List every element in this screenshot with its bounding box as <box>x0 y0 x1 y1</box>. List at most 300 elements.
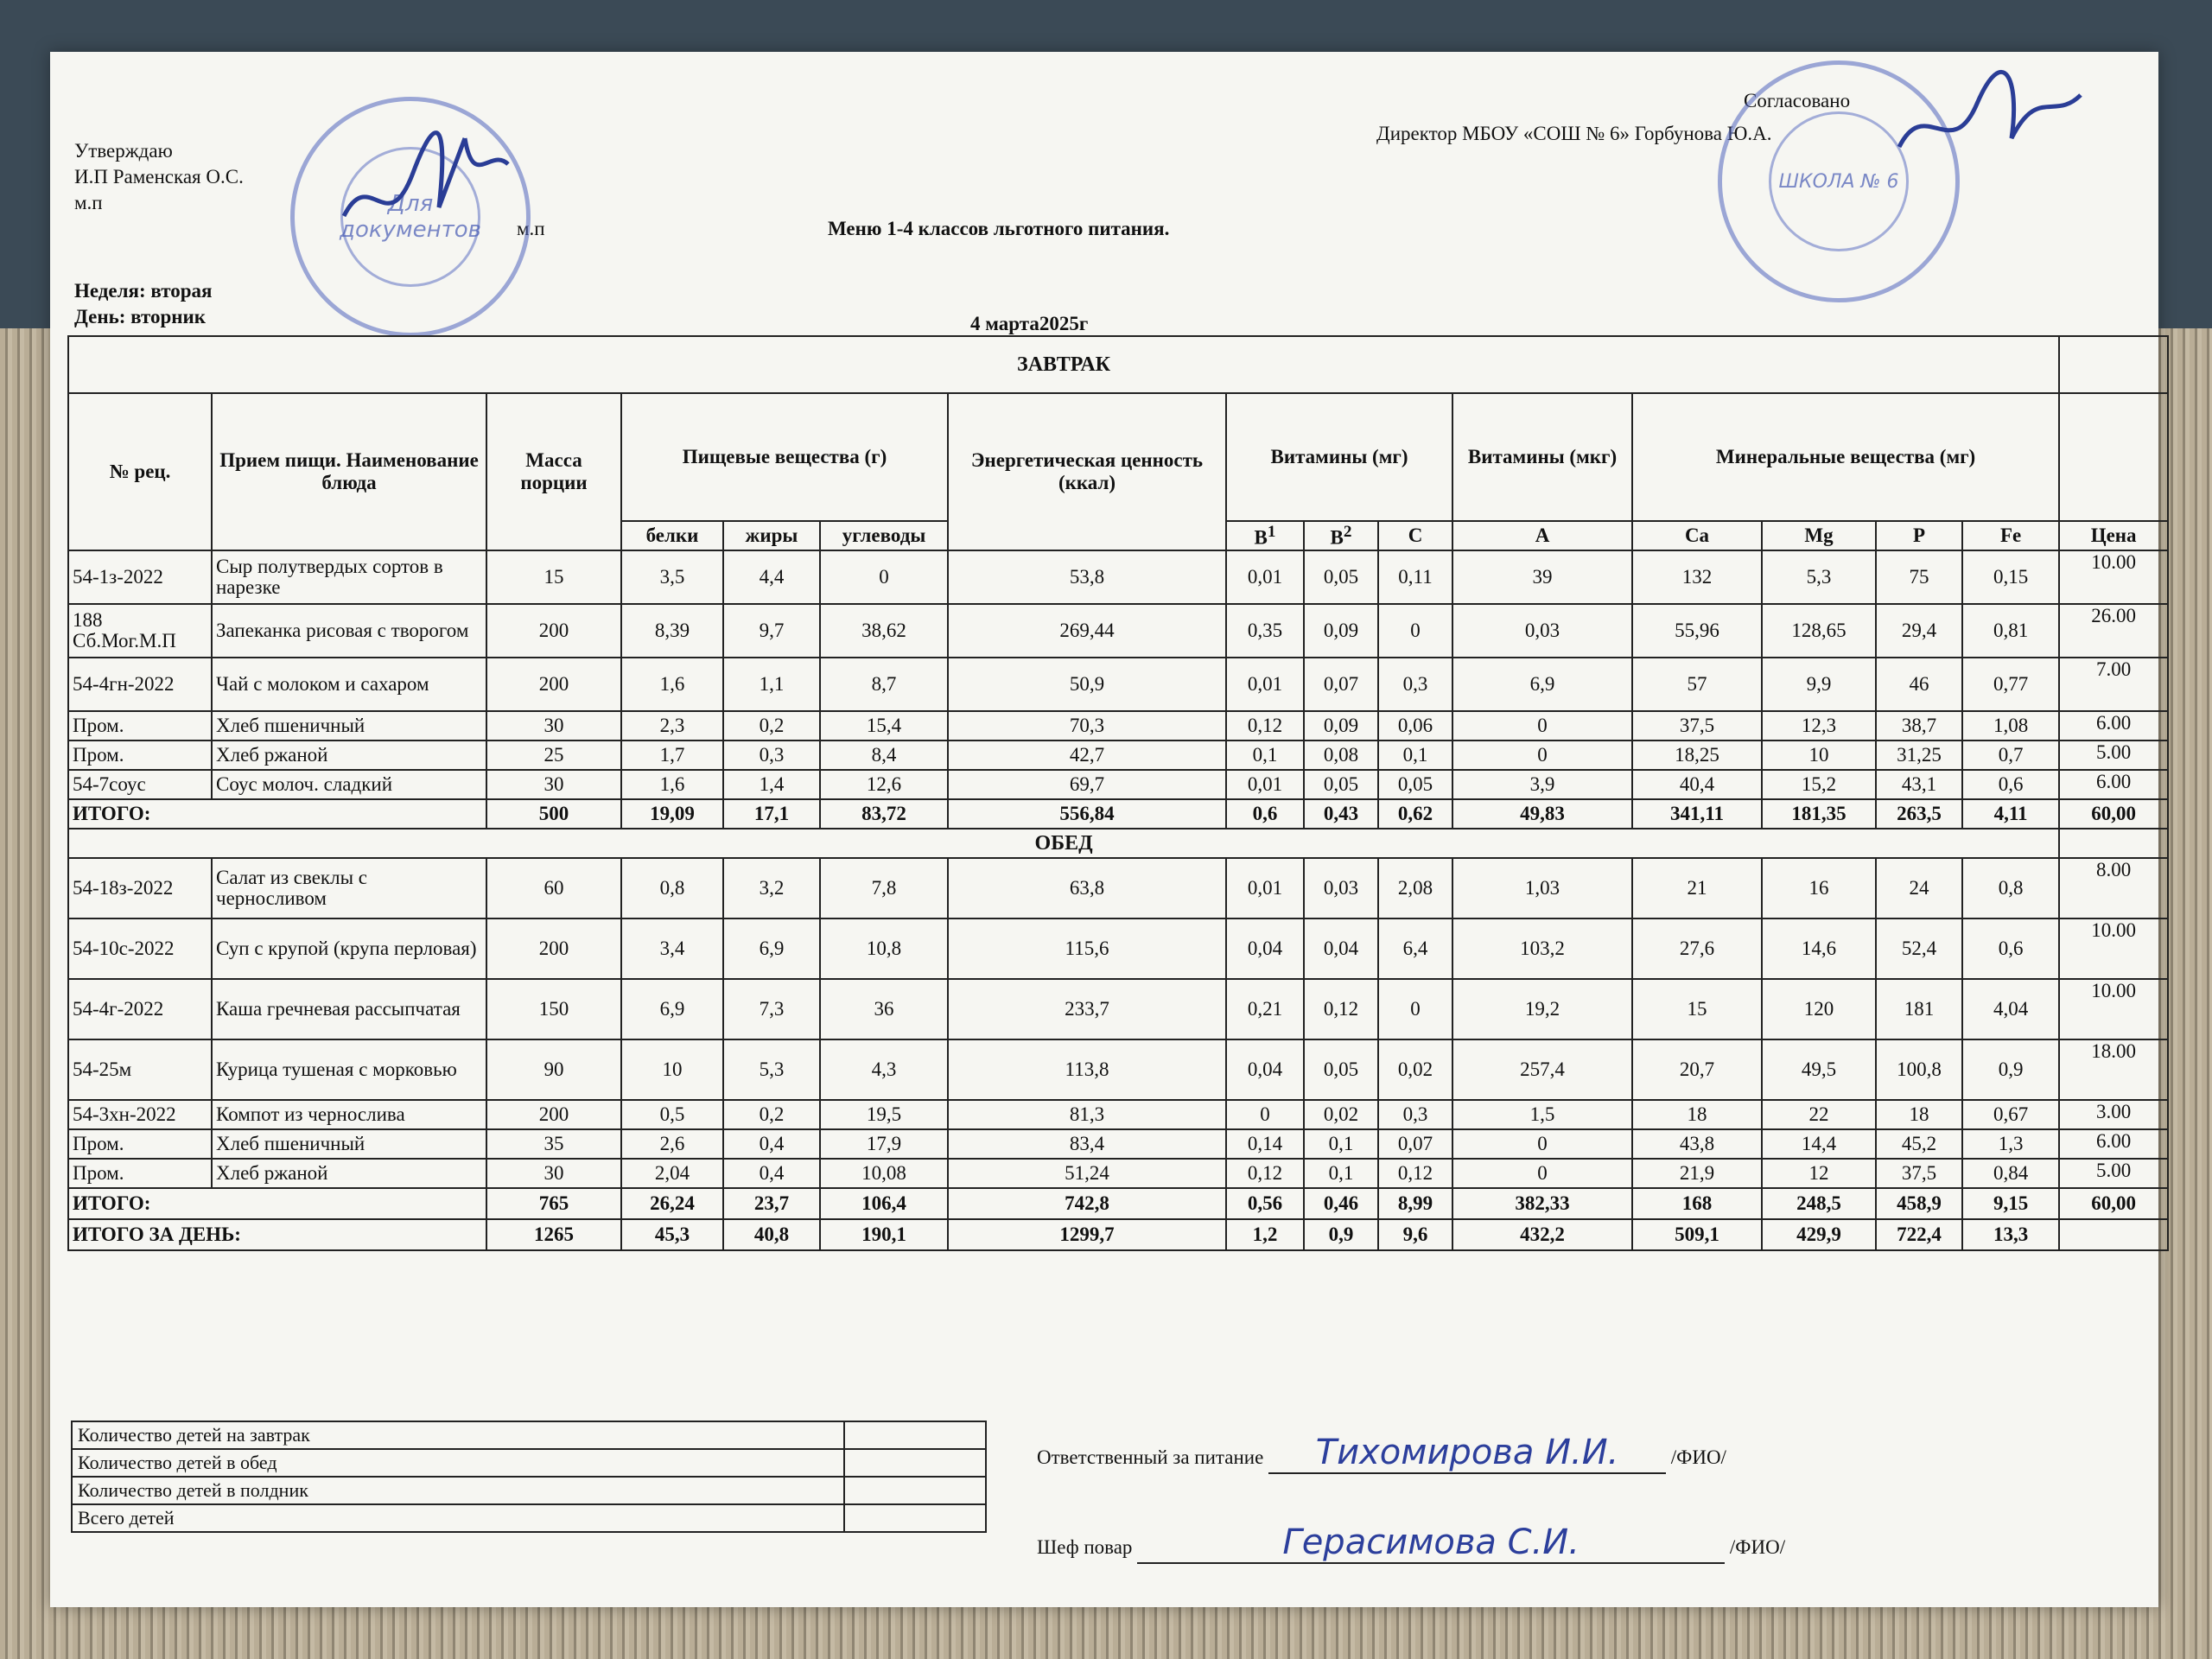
cell-c: 19,5 <box>820 1100 948 1129</box>
total-p: 45,3 <box>621 1219 723 1250</box>
count-row <box>72 1421 986 1449</box>
cell-b1: 0,01 <box>1226 770 1304 799</box>
total-b1: 1,2 <box>1226 1219 1304 1250</box>
cell-c: 36 <box>820 979 948 1039</box>
table-row <box>68 1129 2168 1159</box>
total-b2: 0,46 <box>1304 1188 1378 1219</box>
total-price: 60,00 <box>2059 1188 2168 1219</box>
director-line: Директор МБОУ «СОШ № 6» Горбунова Ю.А. <box>1376 123 1772 144</box>
cell-f: 7,3 <box>723 979 820 1039</box>
cell-c: 17,9 <box>820 1129 948 1159</box>
table-row <box>68 1039 2168 1100</box>
cell-ca: 55,96 <box>1632 604 1762 658</box>
total-fe: 9,15 <box>1962 1188 2059 1219</box>
count-value[interactable] <box>844 1449 986 1477</box>
dish-name: Салат из свеклы с черносливом <box>212 858 486 918</box>
cell-c: 4,3 <box>820 1039 948 1100</box>
recipe-code: Пром. <box>68 711 212 741</box>
cell-c: 10,08 <box>820 1159 948 1188</box>
cell-price: 3.00 <box>2059 1100 2168 1129</box>
cell-kcal: 115,6 <box>948 918 1226 979</box>
cell-ca: 18,25 <box>1632 741 1762 770</box>
cell-mass: 200 <box>486 604 621 658</box>
cell-va: 0 <box>1452 1129 1632 1159</box>
count-row <box>72 1504 986 1532</box>
cell-c: 15,4 <box>820 711 948 741</box>
dish-name: Хлеб пшеничный <box>212 1129 486 1159</box>
total-mg: 181,35 <box>1762 799 1876 829</box>
total-mg: 429,9 <box>1762 1219 1876 1250</box>
mp-right: м.п <box>517 218 545 239</box>
cell-ph: 75 <box>1876 550 1962 604</box>
cell-fe: 0,8 <box>1962 858 2059 918</box>
count-label: Всего детей <box>72 1504 844 1532</box>
header-b2: $B^2$ <box>1304 521 1378 550</box>
cell-b1: 0,1 <box>1226 741 1304 770</box>
total-label: ИТОГО ЗА ДЕНЬ: <box>68 1219 486 1250</box>
cell-ph: 31,25 <box>1876 741 1962 770</box>
cell-price: 18.00 <box>2059 1039 2168 1100</box>
total-f: 40,8 <box>723 1219 820 1250</box>
cell-f: 0,3 <box>723 741 820 770</box>
table-row <box>68 741 2168 770</box>
dish-name: Суп с крупой (крупа перловая) <box>212 918 486 979</box>
cell-ca: 18 <box>1632 1100 1762 1129</box>
total-b1: 0,56 <box>1226 1188 1304 1219</box>
chef-fio: /ФИО/ <box>1729 1536 1786 1558</box>
table-row <box>68 979 2168 1039</box>
cell-mass: 30 <box>486 1159 621 1188</box>
approve-name: И.П Раменская О.С. <box>74 166 244 188</box>
total-kcal: 742,8 <box>948 1188 1226 1219</box>
cell-kcal: 83,4 <box>948 1129 1226 1159</box>
total-price <box>2059 1219 2168 1250</box>
cell-mass: 90 <box>486 1039 621 1100</box>
total-va: 382,33 <box>1452 1188 1632 1219</box>
total-row <box>68 799 2168 829</box>
cell-fe: 0,67 <box>1962 1100 2059 1129</box>
cell-b1: 0,01 <box>1226 858 1304 918</box>
cell-mg: 12,3 <box>1762 711 1876 741</box>
total-kcal: 556,84 <box>948 799 1226 829</box>
total-p: 19,09 <box>621 799 723 829</box>
total-mass: 765 <box>486 1188 621 1219</box>
recipe-code: 54-25м <box>68 1039 212 1100</box>
header-ca: Ca <box>1632 521 1762 550</box>
count-row <box>72 1477 986 1504</box>
cell-fe: 4,04 <box>1962 979 2059 1039</box>
cell-mass: 35 <box>486 1129 621 1159</box>
cell-ph: 43,1 <box>1876 770 1962 799</box>
total-ca: 341,11 <box>1632 799 1762 829</box>
signature-right-icon <box>1891 69 2089 173</box>
cell-b1: 0 <box>1226 1100 1304 1129</box>
table-row <box>68 550 2168 604</box>
cell-ph: 29,4 <box>1876 604 1962 658</box>
cell-kcal: 50,9 <box>948 658 1226 711</box>
dish-name: Запеканка рисовая с творогом <box>212 604 486 658</box>
cell-price: 6.00 <box>2059 1129 2168 1159</box>
cell-price: 10.00 <box>2059 550 2168 604</box>
recipe-code: 54-3хн-2022 <box>68 1100 212 1129</box>
total-va: 49,83 <box>1452 799 1632 829</box>
cell-va: 1,03 <box>1452 858 1632 918</box>
cell-b2: 0,09 <box>1304 604 1378 658</box>
total-mass: 500 <box>486 799 621 829</box>
cell-price: 6.00 <box>2059 711 2168 741</box>
total-price: 60,00 <box>2059 799 2168 829</box>
cell-mg: 49,5 <box>1762 1039 1876 1100</box>
cell-vc: 0,11 <box>1378 550 1452 604</box>
header-meal: Прием пищи. Наименование блюда <box>212 393 486 550</box>
dish-name: Каша гречневая рассыпчатая <box>212 979 486 1039</box>
header-p: P <box>1876 521 1962 550</box>
total-ca: 168 <box>1632 1188 1762 1219</box>
cell-b2: 0,05 <box>1304 1039 1378 1100</box>
cell-ca: 21,9 <box>1632 1159 1762 1188</box>
count-label: Количество детей в обед <box>72 1449 844 1477</box>
cell-b2: 0,07 <box>1304 658 1378 711</box>
total-b2: 0,43 <box>1304 799 1378 829</box>
total-fe: 13,3 <box>1962 1219 2059 1250</box>
recipe-code: 54-18з-2022 <box>68 858 212 918</box>
lunch-price-corner <box>2059 829 2168 858</box>
total-p: 26,24 <box>621 1188 723 1219</box>
week-label: Неделя: вторая <box>74 280 213 302</box>
cell-f: 4,4 <box>723 550 820 604</box>
cell-va: 0,03 <box>1452 604 1632 658</box>
header-fe: Fe <box>1962 521 2059 550</box>
total-label: ИТОГО: <box>68 799 486 829</box>
cell-f: 0,2 <box>723 1100 820 1129</box>
cell-b1: 0,35 <box>1226 604 1304 658</box>
chef-signature <box>1037 1522 1785 1564</box>
cell-p: 1,7 <box>621 741 723 770</box>
count-value[interactable] <box>844 1477 986 1504</box>
cell-p: 3,4 <box>621 918 723 979</box>
menu-table <box>67 335 2169 1251</box>
cell-price: 10.00 <box>2059 979 2168 1039</box>
cell-kcal: 51,24 <box>948 1159 1226 1188</box>
cell-mg: 10 <box>1762 741 1876 770</box>
cell-fe: 0,9 <box>1962 1039 2059 1100</box>
dish-name: Хлеб ржаной <box>212 1159 486 1188</box>
table-row <box>68 658 2168 711</box>
total-ph: 263,5 <box>1876 799 1962 829</box>
cell-c: 10,8 <box>820 918 948 979</box>
cell-vc: 6,4 <box>1378 918 1452 979</box>
dish-name: Чай с молоком и сахаром <box>212 658 486 711</box>
cell-fe: 0,6 <box>1962 770 2059 799</box>
count-value[interactable] <box>844 1504 986 1532</box>
cell-p: 3,5 <box>621 550 723 604</box>
date-label: 4 марта2025г <box>970 313 1089 334</box>
cell-va: 39 <box>1452 550 1632 604</box>
cell-mass: 25 <box>486 741 621 770</box>
cell-p: 2,6 <box>621 1129 723 1159</box>
total-row <box>68 1219 2168 1250</box>
cell-p: 1,6 <box>621 658 723 711</box>
cell-ph: 46 <box>1876 658 1962 711</box>
cell-mass: 200 <box>486 1100 621 1129</box>
cell-b1: 0,14 <box>1226 1129 1304 1159</box>
cell-mg: 14,4 <box>1762 1129 1876 1159</box>
total-mass: 1265 <box>486 1219 621 1250</box>
cell-price: 7.00 <box>2059 658 2168 711</box>
cell-va: 103,2 <box>1452 918 1632 979</box>
cell-b2: 0,03 <box>1304 858 1378 918</box>
cell-f: 5,3 <box>723 1039 820 1100</box>
cell-f: 3,2 <box>723 858 820 918</box>
recipe-code: Пром. <box>68 1159 212 1188</box>
header-vitamins-mg: Витамины (мг) <box>1226 393 1452 521</box>
cell-fe: 0,6 <box>1962 918 2059 979</box>
cell-kcal: 81,3 <box>948 1100 1226 1129</box>
cell-b2: 0,04 <box>1304 918 1378 979</box>
cell-c: 7,8 <box>820 858 948 918</box>
responsible-fio: /ФИО/ <box>1670 1446 1726 1468</box>
cell-vc: 0 <box>1378 979 1452 1039</box>
cell-f: 1,1 <box>723 658 820 711</box>
cell-mass: 150 <box>486 979 621 1039</box>
dish-name: Компот из чернослива <box>212 1100 486 1129</box>
cell-kcal: 113,8 <box>948 1039 1226 1100</box>
cell-b1: 0,12 <box>1226 711 1304 741</box>
cell-price: 10.00 <box>2059 918 2168 979</box>
recipe-code: 54-10с-2022 <box>68 918 212 979</box>
approve-label: Утверждаю <box>74 140 173 162</box>
cell-c: 0 <box>820 550 948 604</box>
responsible-signature <box>1037 1433 1726 1474</box>
cell-kcal: 269,44 <box>948 604 1226 658</box>
total-vc: 9,6 <box>1378 1219 1452 1250</box>
cell-ph: 100,8 <box>1876 1039 1962 1100</box>
cell-mg: 128,65 <box>1762 604 1876 658</box>
total-ph: 722,4 <box>1876 1219 1962 1250</box>
cell-kcal: 53,8 <box>948 550 1226 604</box>
cell-b1: 0,21 <box>1226 979 1304 1039</box>
total-f: 23,7 <box>723 1188 820 1219</box>
table-row <box>68 770 2168 799</box>
recipe-code: Пром. <box>68 1129 212 1159</box>
cell-va: 3,9 <box>1452 770 1632 799</box>
recipe-code: 54-4г-2022 <box>68 979 212 1039</box>
total-b2: 0,9 <box>1304 1219 1378 1250</box>
cell-ph: 37,5 <box>1876 1159 1962 1188</box>
cell-ph: 45,2 <box>1876 1129 1962 1159</box>
header-mass: Масса порции <box>486 393 621 550</box>
cell-f: 0,2 <box>723 711 820 741</box>
header-fat: жиры <box>723 521 820 550</box>
cell-b1: 0,04 <box>1226 1039 1304 1100</box>
cell-b2: 0,08 <box>1304 741 1378 770</box>
cell-fe: 0,77 <box>1962 658 2059 711</box>
total-mg: 248,5 <box>1762 1188 1876 1219</box>
header-vitamins-mcg: Витамины (мкг) <box>1452 393 1632 521</box>
cell-kcal: 233,7 <box>948 979 1226 1039</box>
cell-b2: 0,12 <box>1304 979 1378 1039</box>
cell-b1: 0,12 <box>1226 1159 1304 1188</box>
cell-vc: 0,07 <box>1378 1129 1452 1159</box>
lunch-title: ОБЕД <box>68 829 2059 858</box>
cell-mass: 60 <box>486 858 621 918</box>
cell-p: 2,3 <box>621 711 723 741</box>
header-energy: Энергетическая ценность (ккал) <box>948 393 1226 550</box>
cell-vc: 0,3 <box>1378 1100 1452 1129</box>
total-label: ИТОГО: <box>68 1188 486 1219</box>
cell-mg: 120 <box>1762 979 1876 1039</box>
cell-mg: 5,3 <box>1762 550 1876 604</box>
cell-mass: 200 <box>486 918 621 979</box>
count-label: Количество детей в полдник <box>72 1477 844 1504</box>
cell-mass: 30 <box>486 711 621 741</box>
cell-ph: 18 <box>1876 1100 1962 1129</box>
stamp-left-text: Для документов <box>340 147 480 286</box>
total-b1: 0,6 <box>1226 799 1304 829</box>
responsible-label: Ответственный за питание <box>1037 1446 1264 1468</box>
total-vc: 0,62 <box>1378 799 1452 829</box>
breakfast-title: ЗАВТРАК <box>68 336 2059 393</box>
cell-f: 9,7 <box>723 604 820 658</box>
total-ca: 509,1 <box>1632 1219 1762 1250</box>
cell-mass: 15 <box>486 550 621 604</box>
cell-c: 38,62 <box>820 604 948 658</box>
total-vc: 8,99 <box>1378 1188 1452 1219</box>
cell-va: 0 <box>1452 1159 1632 1188</box>
cell-vc: 0,3 <box>1378 658 1452 711</box>
cell-c: 8,7 <box>820 658 948 711</box>
cell-b2: 0,05 <box>1304 770 1378 799</box>
cell-p: 0,8 <box>621 858 723 918</box>
cell-ca: 15 <box>1632 979 1762 1039</box>
cell-b1: 0,04 <box>1226 918 1304 979</box>
cell-c: 8,4 <box>820 741 948 770</box>
responsible-name: Тихомирова И.И. <box>1268 1433 1666 1474</box>
header-price: Цена <box>2059 521 2168 550</box>
cell-mg: 9,9 <box>1762 658 1876 711</box>
cell-mg: 15,2 <box>1762 770 1876 799</box>
cell-ca: 37,5 <box>1632 711 1762 741</box>
total-ph: 458,9 <box>1876 1188 1962 1219</box>
cell-p: 1,6 <box>621 770 723 799</box>
agreed-label: Согласовано <box>1744 90 1851 111</box>
cell-fe: 1,08 <box>1962 711 2059 741</box>
dish-name: Соус молоч. сладкий <box>212 770 486 799</box>
dish-name: Хлеб пшеничный <box>212 711 486 741</box>
cell-kcal: 69,7 <box>948 770 1226 799</box>
total-kcal: 1299,7 <box>948 1219 1226 1250</box>
page-title: Меню 1-4 классов льготного питания. <box>828 218 1170 239</box>
stamp-right-text: ШКОЛА № 6 <box>1769 111 1910 252</box>
header-protein: белки <box>621 521 723 550</box>
cell-ca: 57 <box>1632 658 1762 711</box>
day-label: День: вторник <box>74 306 207 327</box>
cell-p: 6,9 <box>621 979 723 1039</box>
cell-b2: 0,05 <box>1304 550 1378 604</box>
cell-fe: 0,7 <box>1962 741 2059 770</box>
cell-b2: 0,1 <box>1304 1129 1378 1159</box>
recipe-code: 54-1з-2022 <box>68 550 212 604</box>
cell-b2: 0,09 <box>1304 711 1378 741</box>
cell-ca: 27,6 <box>1632 918 1762 979</box>
approve-block <box>74 138 244 216</box>
recipe-code: Пром. <box>68 741 212 770</box>
cell-ca: 132 <box>1632 550 1762 604</box>
total-va: 432,2 <box>1452 1219 1632 1250</box>
dish-name: Сыр полутвердых сортов в нарезке <box>212 550 486 604</box>
header-nutrients: Пищевые вещества (г) <box>621 393 948 521</box>
cell-mg: 16 <box>1762 858 1876 918</box>
cell-b1: 0,01 <box>1226 658 1304 711</box>
count-label: Количество детей на завтрак <box>72 1421 844 1449</box>
header-price-blank <box>2059 393 2168 521</box>
table-row <box>68 858 2168 918</box>
dish-name: Курица тушеная с морковью <box>212 1039 486 1100</box>
cell-f: 1,4 <box>723 770 820 799</box>
cell-price: 8.00 <box>2059 858 2168 918</box>
recipe-code: 54-4гн-2022 <box>68 658 212 711</box>
header-c: C <box>1378 521 1452 550</box>
cell-va: 0 <box>1452 711 1632 741</box>
cell-va: 6,9 <box>1452 658 1632 711</box>
cell-f: 0,4 <box>723 1129 820 1159</box>
count-row <box>72 1449 986 1477</box>
table-row <box>68 1159 2168 1188</box>
chef-name: Герасимова С.И. <box>1137 1522 1725 1564</box>
cell-ph: 38,7 <box>1876 711 1962 741</box>
cell-price: 5.00 <box>2059 1159 2168 1188</box>
cell-b1: 0,01 <box>1226 550 1304 604</box>
cell-vc: 0,12 <box>1378 1159 1452 1188</box>
cell-va: 1,5 <box>1452 1100 1632 1129</box>
table-row <box>68 1100 2168 1129</box>
table-row <box>68 604 2168 658</box>
total-fe: 4,11 <box>1962 799 2059 829</box>
cell-ca: 43,8 <box>1632 1129 1762 1159</box>
cell-mg: 22 <box>1762 1100 1876 1129</box>
header-a: A <box>1452 521 1632 550</box>
cell-kcal: 70,3 <box>948 711 1226 741</box>
cell-p: 0,5 <box>621 1100 723 1129</box>
total-row <box>68 1188 2168 1219</box>
cell-mass: 200 <box>486 658 621 711</box>
cell-ca: 40,4 <box>1632 770 1762 799</box>
cell-mass: 30 <box>486 770 621 799</box>
header-b1: $B^1$ <box>1226 521 1304 550</box>
cell-ph: 181 <box>1876 979 1962 1039</box>
cell-p: 2,04 <box>621 1159 723 1188</box>
recipe-code: 54-7соус <box>68 770 212 799</box>
cell-price: 26.00 <box>2059 604 2168 658</box>
cell-vc: 0,05 <box>1378 770 1452 799</box>
cell-fe: 1,3 <box>1962 1129 2059 1159</box>
count-value[interactable] <box>844 1421 986 1449</box>
cell-ph: 24 <box>1876 858 1962 918</box>
price-corner-cell <box>2059 336 2168 393</box>
cell-price: 5.00 <box>2059 741 2168 770</box>
header-minerals: Минеральные вещества (мг) <box>1632 393 2059 521</box>
total-c: 83,72 <box>820 799 948 829</box>
cell-b2: 0,02 <box>1304 1100 1378 1129</box>
cell-va: 257,4 <box>1452 1039 1632 1100</box>
header-mg: Mg <box>1762 521 1876 550</box>
cell-fe: 0,15 <box>1962 550 2059 604</box>
cell-p: 8,39 <box>621 604 723 658</box>
total-f: 17,1 <box>723 799 820 829</box>
table-row <box>68 711 2168 741</box>
cell-vc: 0 <box>1378 604 1452 658</box>
cell-fe: 0,84 <box>1962 1159 2059 1188</box>
